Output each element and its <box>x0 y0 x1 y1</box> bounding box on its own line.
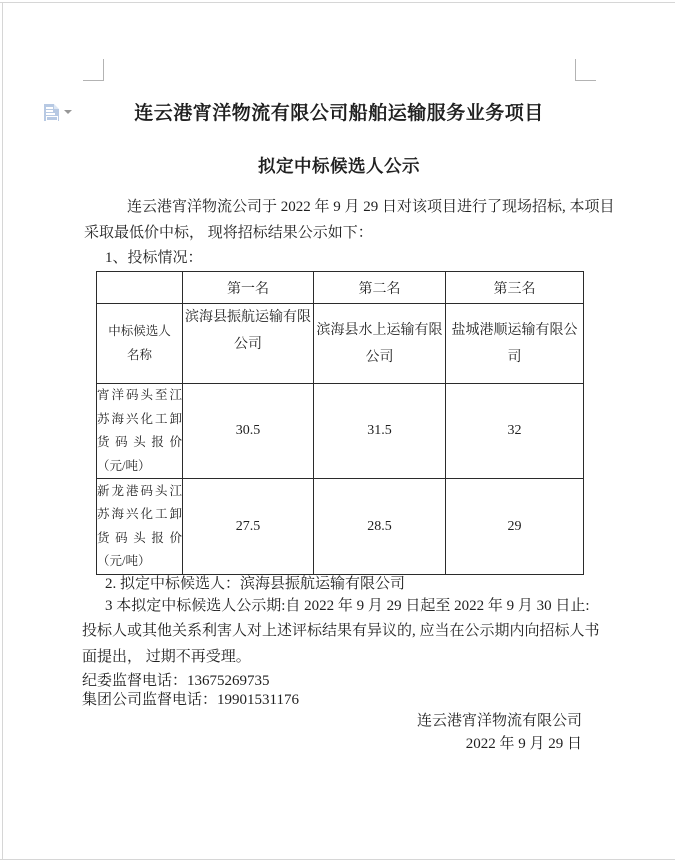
price-cell: 27.5 <box>183 479 314 575</box>
price-cell: 32 <box>446 384 584 479</box>
price-cell: 28.5 <box>314 479 446 575</box>
table-header-empty <box>97 272 183 304</box>
icon-text-line <box>46 113 55 115</box>
row-label-price-xinlonggang: 新龙港码头江 苏海兴化工卸 货码头报价 （元/吨） <box>97 479 183 575</box>
margin-crop-mark-top-right <box>575 80 596 81</box>
candidate-company-3: 盐城港顺运输有限公司 <box>446 304 584 384</box>
candidate-company-1: 滨海县振航运输有限公司 <box>183 304 314 384</box>
page-edge-top <box>0 2 675 3</box>
table-row-price-xinlonggang <box>97 479 584 575</box>
intro-line-1: 连云港宵洋物流公司于 2022 年 9 月 29 日对该项目进行了现场招标, 本项目 <box>127 199 615 215</box>
price-cell: 30.5 <box>183 384 314 479</box>
page-title: 连云港宵洋物流有限公司船舶运输服务业务项目 <box>134 103 544 124</box>
candidate-company-2: 滨海县水上运输有限公司 <box>314 304 446 384</box>
table-header-row <box>97 272 584 304</box>
table-header-first-place: 第一名 <box>183 272 314 304</box>
table-row-price-xiaoyang <box>97 384 584 479</box>
row-label-price-xiaoyang: 宵洋码头至江 苏海兴化工卸 货码头报价 （元/吨） <box>97 384 183 479</box>
margin-crop-mark-top-left <box>103 59 104 81</box>
signature-date: 2022 年 9 月 29 日 <box>465 736 582 752</box>
page-fold-corner <box>54 104 59 109</box>
page-edge-left <box>2 2 3 859</box>
table-header-third-place: 第三名 <box>446 272 584 304</box>
icon-selection-box <box>46 116 58 121</box>
price-cell: 29 <box>446 479 584 575</box>
table-header-second-place: 第二名 <box>314 272 446 304</box>
icon-text-line <box>46 107 53 109</box>
section1-heading: 1、投标情况： <box>105 250 203 266</box>
margin-crop-mark-top-right <box>575 59 576 81</box>
table-row-candidates <box>97 304 584 384</box>
bid-results-table <box>96 271 584 575</box>
discipline-phone-line: 纪委监督电话：13675269735 <box>82 673 270 689</box>
group-phone-line: 集团公司监督电话：19901531176 <box>82 692 299 708</box>
page-subtitle: 拟定中标候选人公示 <box>258 156 420 176</box>
signature-company: 连云港宵洋物流有限公司 <box>416 713 582 729</box>
row-label-candidate-name: 中标候选人 名称 <box>97 304 183 384</box>
price-cell: 31.5 <box>314 384 446 479</box>
page-edge-bottom <box>0 859 675 860</box>
document-comment-icon[interactable] <box>44 104 59 121</box>
intro-line-2: 采取最低价中标， 现将招标结果公示如下： <box>84 225 373 241</box>
signature-block <box>417 710 582 756</box>
section2-heading: 2. 拟定中标候选人：滨海县振航运输有限公司 <box>105 576 406 592</box>
section3-line-1: 3 本拟定中标候选人公示期:自 2022 年 9 月 29 日起至 2022 年 9 月 30 日止: <box>105 598 590 614</box>
chevron-down-icon[interactable] <box>64 110 72 114</box>
icon-text-line <box>46 110 53 112</box>
section3-line-3: 面提出， 过期不再受理。 <box>82 649 251 665</box>
section3-line-2: 投标人或其他关系利害人对上述评标结果有异议的, 应当在公示期内向招标人书 <box>82 623 600 639</box>
margin-crop-mark-top-left <box>83 80 104 81</box>
